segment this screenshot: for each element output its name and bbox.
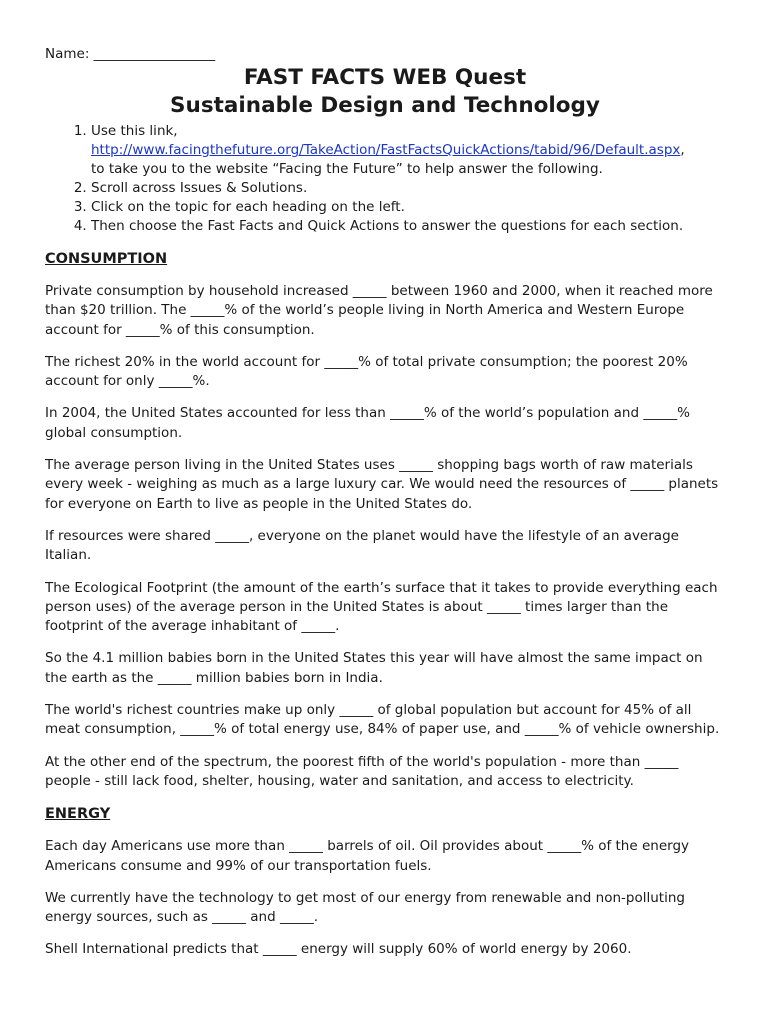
instructions-list — [45, 122, 725, 236]
instruction-item-2: 2. Scroll across Issues & Solutions. — [91, 179, 725, 198]
facing-the-future-link[interactable]: http://www.facingthefuture.org/TakeAction/FastFactsQuickActions/tabid/96/Default.aspx — [91, 142, 681, 158]
consumption-question-7: So the 4.1 million babies born in the United States this year will have almost the same impact on the earth as the _____ million babies born in India. — [45, 650, 703, 686]
instruction-item-1 — [91, 122, 725, 179]
energy-question-1: Each day Americans use more than _____ barrels of oil. Oil provides about _____% of the energy Americans consume and 99% of our transportation fuels. — [45, 838, 689, 874]
consumption-question-9: At the other end of the spectrum, the poorest fifth of the world's population - more than _____ people - still lack food, shelter, housing, water and sanitation, and access to electricity. — [45, 753, 679, 789]
page-subtitle: Sustainable Design and Technology — [170, 93, 600, 118]
consumption-question-3: In 2004, the United States accounted for less than _____% of the world’s population and _____% global consumption. — [45, 405, 690, 441]
instruction-1-comma: , — [680, 142, 685, 158]
consumption-question-5: If resources were shared _____, everyone on the planet would have the lifestyle of an average Italian. — [45, 527, 679, 564]
page-title: FAST FACTS WEB Quest — [243, 65, 527, 90]
consumption-heading: CONSUMPTION — [45, 251, 168, 267]
instruction-1-suffix: to take you to the website “Facing the Future” to help answer the following. — [91, 161, 603, 177]
consumption-question-4: The average person living in the United States uses _____ shopping bags worth of raw materials every week - weighing as much as a large luxury car. We would need the resources of _____ planets for everyone on Earth to live as people in the United States do. — [45, 457, 719, 512]
consumption-question-6: The Ecological Footprint (the amount of the earth’s surface that it takes to provide everything each person uses) of the average person in the United States is about _____ times larger than the footprint of the average inhabitant of _____. — [45, 579, 718, 635]
consumption-question-1: Private consumption by household increased _____ between 1960 and 2000, when it reached more than $20 trillion. The _____% of the world’s people living in North America and Western Europe account for _____% of this consumption. — [45, 283, 713, 338]
consumption-question-8: The world's richest countries make up only _____ of global population but account for 45% of all meat consumption, _____% of total energy use, 84% of paper use, and _____% of vehicle ownership. — [45, 702, 720, 738]
instruction-item-4: 4. Then choose the Fast Facts and Quick Actions to answer the questions for each section. — [91, 217, 725, 236]
instruction-1-prefix: Use this link, — [91, 123, 178, 139]
worksheet-page — [45, 44, 725, 960]
energy-question-2: We currently have the technology to get most of our energy from renewable and non-polluting energy sources, such as _____ and _____. — [45, 889, 685, 926]
instruction-item-3: 3. Click on the topic for each heading on the left. — [91, 198, 725, 217]
name-field-line: Name: __________________ — [45, 46, 216, 62]
energy-heading: ENERGY — [45, 806, 111, 823]
consumption-question-2: The richest 20% in the world account for _____% of total private consumption; the poorest 20% account for only _____%. — [45, 353, 688, 390]
energy-question-3: Shell International predicts that _____ energy will supply 60% of world energy by 2060. — [45, 941, 632, 958]
